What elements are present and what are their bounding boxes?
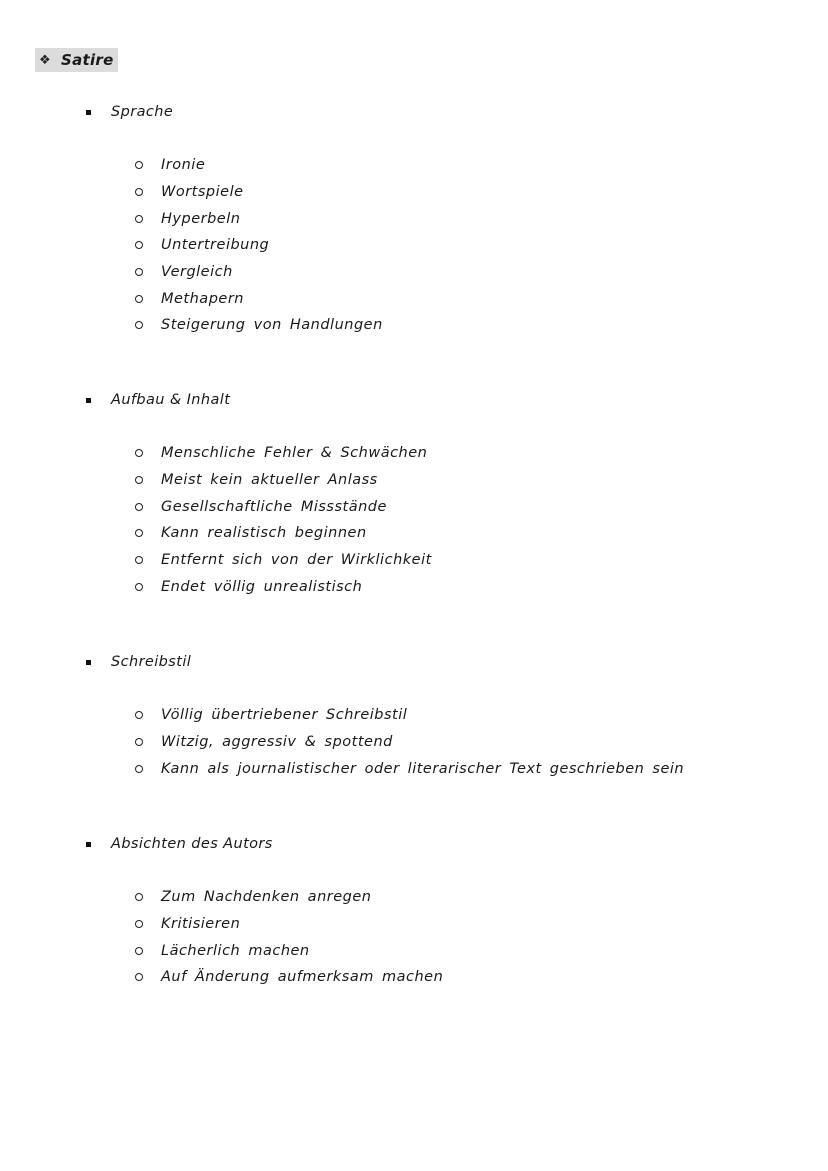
circle-bullet-icon — [135, 765, 143, 773]
circle-bullet-icon — [135, 711, 143, 719]
section-label: Aufbau & Inhalt — [111, 392, 231, 408]
circle-bullet-icon — [135, 188, 143, 196]
circle-bullet-icon — [135, 920, 143, 928]
circle-bullet-icon — [135, 268, 143, 276]
circle-bullet-icon — [135, 449, 143, 457]
circle-bullet-icon — [135, 321, 143, 329]
list-item: Witzig, aggressiv & spottend — [135, 729, 684, 756]
list-item: Gesellschaftliche Missstände — [135, 493, 432, 520]
circle-bullet-icon — [135, 295, 143, 303]
square-bullet-icon — [86, 660, 91, 665]
list-item: Menschliche Fehler & Schwächen — [135, 440, 432, 467]
circle-bullet-icon — [135, 476, 143, 484]
circle-bullet-icon — [135, 893, 143, 901]
section-heading — [86, 652, 191, 672]
circle-bullet-icon — [135, 529, 143, 537]
section-heading — [86, 102, 173, 122]
list-item: Hyperbeln — [135, 205, 383, 232]
sub-list — [135, 702, 684, 782]
list-item: Entfernt sich von der Wirklichkeit — [135, 547, 432, 574]
list-item: Methapern — [135, 285, 383, 312]
circle-bullet-icon — [135, 973, 143, 981]
square-bullet-icon — [86, 110, 91, 115]
square-bullet-icon — [86, 398, 91, 403]
list-item: Meist kein aktueller Anlass — [135, 467, 432, 494]
sub-list — [135, 884, 443, 991]
document-title: Satire — [61, 51, 114, 69]
list-item: Zum Nachdenken anregen — [135, 884, 443, 911]
circle-bullet-icon — [135, 583, 143, 591]
list-item: Untertreibung — [135, 232, 383, 259]
list-item: Steigerung von Handlungen — [135, 312, 383, 339]
diamond-dots-icon: ❖ — [39, 52, 51, 68]
circle-bullet-icon — [135, 738, 143, 746]
section-label: Absichten des Autors — [111, 836, 273, 852]
document-title-row — [35, 48, 118, 72]
circle-bullet-icon — [135, 161, 143, 169]
square-bullet-icon — [86, 842, 91, 847]
circle-bullet-icon — [135, 556, 143, 564]
list-item: Endet völlig unrealistisch — [135, 573, 432, 600]
circle-bullet-icon — [135, 503, 143, 511]
section-heading — [86, 834, 273, 854]
list-item: Kann realistisch beginnen — [135, 520, 432, 547]
section-label: Schreibstil — [111, 654, 192, 670]
circle-bullet-icon — [135, 241, 143, 249]
circle-bullet-icon — [135, 947, 143, 955]
list-item: Wortspiele — [135, 179, 383, 206]
list-item: Kann als journalistischer oder literarischer Text geschrieben sein — [135, 755, 684, 782]
list-item: Auf Änderung aufmerksam machen — [135, 964, 443, 991]
circle-bullet-icon — [135, 215, 143, 223]
section-label: Sprache — [111, 104, 174, 120]
section-heading — [86, 390, 230, 410]
list-item: Ironie — [135, 152, 383, 179]
list-item: Kritisieren — [135, 911, 443, 938]
list-item: Lächerlich machen — [135, 937, 443, 964]
sub-list — [135, 152, 383, 339]
list-item: Völlig übertriebener Schreibstil — [135, 702, 684, 729]
sub-list — [135, 440, 432, 600]
list-item: Vergleich — [135, 259, 383, 286]
